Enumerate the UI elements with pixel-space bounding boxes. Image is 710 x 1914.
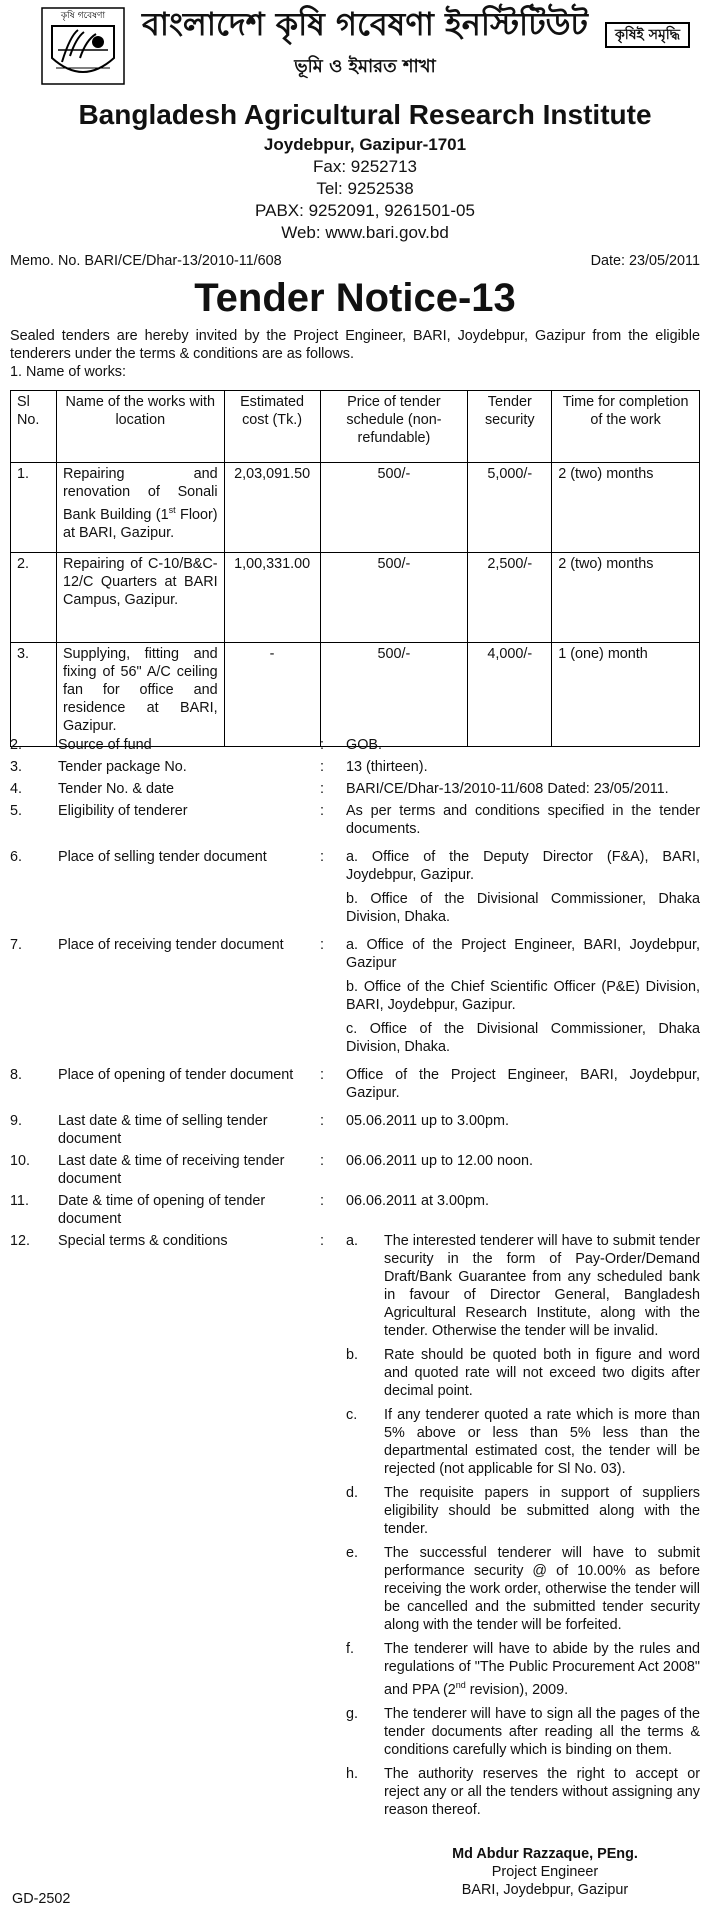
- list-item: 2. Source of fund : GOB.: [10, 737, 382, 753]
- pabx-number: PABX: 9252091, 9261501-05: [255, 201, 475, 220]
- list-item: 7. Place of receiving tender document : a. Office of the Project Engineer, BARI, Joydebpur, Gazipur b. Office of the Chief Scientific Officer (P&E) Division, BARI, Joydebpur, Gazipur. c. Office of the Divisional Commissioner, Dhaka Division, Dhaka.: [10, 937, 700, 1055]
- row-price: 500/-: [320, 553, 468, 643]
- row-security: 2,500/-: [468, 553, 552, 643]
- row-time: 1 (one) month: [552, 643, 700, 747]
- table-header-row: [11, 391, 700, 463]
- tel-number: Tel: 9252538: [316, 179, 414, 198]
- header-price: Price of tender schedule (non-refundable): [320, 391, 468, 463]
- slogan-box: কৃষিই সমৃদ্ধি: [605, 22, 690, 48]
- row-time: 2 (two) months: [552, 553, 700, 643]
- row-cost: 1,00,331.00: [224, 553, 320, 643]
- website: Web: www.bari.gov.bd: [281, 223, 449, 242]
- tender-conditions-list: [10, 736, 700, 1829]
- row-name: Repairing and renovation of Sonali Bank Building (1st Floor) at BARI, Gazipur.: [56, 463, 224, 553]
- term-c: c. If any tenderer quoted a rate which is more than 5% above or less than 5% less than the departmental estimated cost, the tender will be rejected (not applicable for Sl No. 03).: [346, 1407, 700, 1477]
- term-e: e. The successful tenderer will have to submit performance security @ of 10.00% as before receiving the work order, otherwise the tender will be cancelled and the submitted tender security along with the tender will be forfeited.: [346, 1545, 700, 1633]
- signatory-title: Project Engineer: [491, 1864, 599, 1880]
- header-sl: Sl No.: [11, 391, 57, 463]
- row-security: 5,000/-: [468, 463, 552, 553]
- list-item: 4. Tender No. & date : BARI/CE/Dhar-13/2010-11/608 Dated: 23/05/2011.: [10, 781, 669, 797]
- row-cost: -: [224, 643, 320, 747]
- list-item: 12. Special terms & conditions : a. The interested tenderer will have to submit tender security in the form of Pay-Order/Demand Draft/Bank Guarantee from any scheduled bank in favour of Director General, Bangladesh Agricultural Research Institute, along with the tender. Otherwise the tender will be invalid. b. Rate should be quoted both in figure and word and quoted rate will not exceed two digits after decimal point. c. If any tenderer quoted a rate which is more than 5% above or less than 5% less than the departmental estimated cost, the tender will be rejected (not applicable for Sl No. 03). d. The requisite papers in support of suppliers eligibility should be submitted along with the tender. e. The successful tenderer will have to submit performance security @ of 10.00% as before receiving the work order, otherwise the tender will be cancelled and the submitted tender security along with the tender will be forfeited. f. The tenderer will have to abide by the rules and regulations of "The Public Procurement Act 2008" and PPA (2nd revision), 2009. g. The tenderer will have to sign all the pages of the tender documents after reading all the terms & conditions carefully which is binding on them. h. The authority reserves the right to accept or reject any or all the tenders without assigning any reason thereof.: [10, 1232, 700, 1825]
- intro-paragraph: [10, 327, 700, 381]
- bengali-branch-name: ভূমি ও ইমারত শাখা: [294, 56, 436, 77]
- table-row: [11, 643, 700, 747]
- header-cost: Estimated cost (Tk.): [224, 391, 320, 463]
- header-time: Time for completion of the work: [552, 391, 700, 463]
- works-label: 1. Name of works:: [10, 364, 126, 380]
- row-cost: 2,03,091.50: [224, 463, 320, 553]
- bengali-institute-name: বাংলাদেশ কৃষি গবেষণা ইনস্টিটিউট: [141, 5, 588, 43]
- term-f: f. The tenderer will have to abide by the rules and regulations of "The Public Procurement Act 2008" and PPA (2nd revision), 2009.: [346, 1641, 700, 1698]
- term-d: d. The requisite papers in support of suppliers eligibility should be submitted along with the tender.: [346, 1485, 700, 1537]
- row-name: Supplying, fitting and fixing of 56" A/C ceiling fan for office and residence at BARI, Gazipur.: [56, 643, 224, 747]
- list-item: 9. Last date & time of selling tender document : 05.06.2011 up to 3.00pm.: [10, 1113, 509, 1147]
- signature-block: [420, 1845, 670, 1899]
- special-terms: [346, 1232, 700, 1825]
- table-row: [11, 553, 700, 643]
- list-item: 11. Date & time of opening of tender document : 06.06.2011 at 3.00pm.: [10, 1193, 489, 1227]
- intro-text: Sealed tenders are hereby invited by the Project Engineer, BARI, Joydebpur, Gazipur from the eligible tenderers under the terms & conditions are as follows.: [10, 328, 700, 362]
- row-time: 2 (two) months: [552, 463, 700, 553]
- header-name: Name of the works with location: [56, 391, 224, 463]
- row-sl: 3.: [11, 643, 57, 747]
- row-sl: 1.: [11, 463, 57, 553]
- fax-number: Fax: 9252713: [313, 157, 417, 176]
- institute-name: Bangladesh Agricultural Research Institute: [78, 99, 652, 130]
- notice-title: Tender Notice-13: [194, 276, 516, 320]
- signatory-name: Md Abdur Razzaque, PEng.: [452, 1846, 638, 1862]
- logo-caption: কৃষি গবেষণা: [60, 11, 106, 21]
- list-item: 8. Place of opening of tender document : Office of the Project Engineer, BARI, Joydebpur, Gazipur.: [10, 1067, 700, 1101]
- memo-row: [10, 252, 700, 270]
- row-price: 500/-: [320, 463, 468, 553]
- signatory-office: BARI, Joydebpur, Gazipur: [461, 1882, 629, 1898]
- footer-code: GD-2502: [12, 1891, 71, 1907]
- term-g: g. The tenderer will have to sign all the pages of the tender documents after reading all the terms & conditions carefully which is binding on them.: [346, 1705, 700, 1758]
- list-item: 6. Place of selling tender document : a. Office of the Deputy Director (F&A), BARI, Joydebpur, Gazipur. b. Office of the Divisional Commissioner, Dhaka Division, Dhaka.: [10, 849, 700, 925]
- address: Joydebpur, Gazipur-1701: [263, 135, 467, 154]
- term-b: b. Rate should be quoted both in figure and word and quoted rate will not exceed two digits after decimal point.: [346, 1347, 700, 1399]
- memo-number: Memo. No. BARI/CE/Dhar-13/2010-11/608: [10, 253, 282, 269]
- list-item: 3. Tender package No. : 13 (thirteen).: [10, 759, 428, 775]
- row-price: 500/-: [320, 643, 468, 747]
- table-row: [11, 463, 700, 553]
- row-security: 4,000/-: [468, 643, 552, 747]
- term-a: a. The interested tenderer will have to submit tender security in the form of Pay-Order/Demand Draft/Bank Guarantee from any scheduled bank in favour of Director General, Bangladesh Agricultural Research Institute, along with the tender. Otherwise the tender will be invalid.: [346, 1233, 700, 1339]
- works-table: [10, 390, 700, 747]
- memo-date: Date: 23/05/2011: [590, 253, 700, 269]
- row-name: Repairing of C-10/B&C-12/C Quarters at BARI Campus, Gazipur.: [56, 553, 224, 643]
- list-item: 10. Last date & time of receiving tender document : 06.06.2011 up to 12.00 noon.: [10, 1153, 533, 1187]
- list-item: 5. Eligibility of tenderer : As per terms and conditions specified in the tender documents.: [10, 803, 700, 837]
- term-h: h. The authority reserves the right to accept or reject any or all the tenders without assigning any reason thereof.: [346, 1765, 700, 1818]
- header-security: Tender security: [468, 391, 552, 463]
- letterhead: [10, 0, 700, 245]
- row-sl: 2.: [11, 553, 57, 643]
